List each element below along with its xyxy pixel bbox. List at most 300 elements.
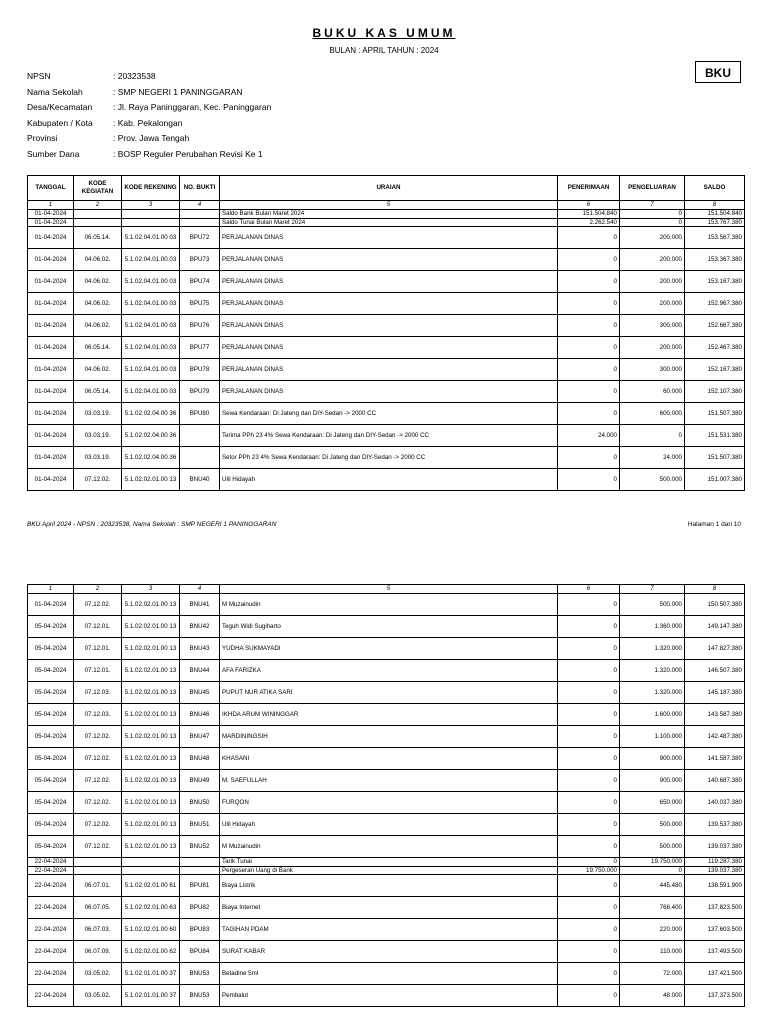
cell-kode-kegiatan: 06.05.14. (74, 337, 122, 359)
cell-saldo: 139.037.380 (685, 836, 745, 858)
cell-kode-kegiatan: 03.03.19. (74, 403, 122, 425)
column-number: 1 (28, 201, 74, 210)
cell-kode-rekening: 5.1.02.02.01.00 13 (122, 616, 180, 638)
cell-kode-kegiatan: 06.05.14. (74, 381, 122, 403)
cell-pengeluaran: 600.000 (620, 403, 685, 425)
cell-penerimaan: 0 (558, 660, 620, 682)
cell-penerimaan: 0 (558, 963, 620, 985)
cell-kode-kegiatan: 06.07.03. (74, 919, 122, 941)
cell-penerimaan: 0 (558, 985, 620, 1007)
cell-no-bukti (180, 425, 220, 447)
info-value: : 20323538 (113, 71, 156, 81)
cell-pengeluaran: 768.400 (620, 897, 685, 919)
cell-no-bukti: BNU51 (180, 814, 220, 836)
cell-saldo: 152.667.380 (685, 315, 745, 337)
cell-tanggal: 22-04-2024 (28, 858, 74, 867)
cell-kode-rekening: 5.1.02.02.01.00 61 (122, 875, 180, 897)
cell-penerimaan: 0 (558, 919, 620, 941)
info-value: : Jl. Raya Paninggaran, Kec. Paninggaran (113, 102, 272, 112)
cell-uraian: Terima PPh 23 4% Sewa Kendaraan: Di Jateng dan DIY-Sedan -> 2000 CC (220, 425, 558, 447)
info-label: NPSN (27, 71, 51, 81)
cell-kode-rekening: 5.1.02.02.01.00 13 (122, 704, 180, 726)
cell-pengeluaran: 500.000 (620, 594, 685, 616)
cell-saldo: 139.537.380 (685, 814, 745, 836)
cell-saldo: 143.587.380 (685, 704, 745, 726)
column-number-row (28, 201, 745, 210)
table-row (28, 315, 745, 337)
cell-kode-rekening (122, 210, 180, 219)
info-value: : BOSP Reguler Perubahan Revisi Ke 1 (113, 148, 263, 159)
cell-penerimaan: 0 (558, 638, 620, 660)
table-row (28, 770, 745, 792)
cell-kode-kegiatan: 07.12.02. (74, 814, 122, 836)
column-number: 7 (620, 201, 685, 210)
cell-kode-kegiatan: 07.12.02. (74, 770, 122, 792)
cell-kode-kegiatan: 07.12.01. (74, 660, 122, 682)
cell-kode-kegiatan (74, 858, 122, 867)
school-info (27, 69, 271, 162)
cell-saldo: 140.687.380 (685, 770, 745, 792)
column-number: 3 (122, 585, 180, 594)
cell-pengeluaran: 200.000 (620, 227, 685, 249)
cell-tanggal: 22-04-2024 (28, 985, 74, 1007)
cell-uraian: PERJALANAN DINAS (220, 337, 558, 359)
cell-tanggal: 01-04-2024 (28, 359, 74, 381)
cell-uraian: FURQON (220, 792, 558, 814)
page-number: Halaman 1 dari 10 (687, 521, 741, 528)
table-row (28, 425, 745, 447)
cell-kode-kegiatan: 04.06.02. (74, 359, 122, 381)
cell-pengeluaran: 500.000 (620, 469, 685, 491)
cell-penerimaan: 0 (558, 469, 620, 491)
header-saldo: SALDO (685, 176, 745, 201)
cell-penerimaan: 0 (558, 875, 620, 897)
cell-saldo: 151.531.380 (685, 425, 745, 447)
cell-uraian: M Muzainudin (220, 594, 558, 616)
bku-badge: BKU (695, 61, 741, 83)
cell-saldo: 153.367.380 (685, 249, 745, 271)
cell-pengeluaran: 48.000 (620, 985, 685, 1007)
cell-kode-rekening: 5.1.02.04.01.00 03 (122, 381, 180, 403)
cell-saldo: 152.967.380 (685, 293, 745, 315)
cell-kode-rekening: 5.1.02.02.01.00 13 (122, 682, 180, 704)
column-number: 6 (558, 585, 620, 594)
cell-saldo: 147.827.380 (685, 638, 745, 660)
cell-pengeluaran: 1.360.000 (620, 616, 685, 638)
cell-uraian: M Muzainudin (220, 836, 558, 858)
cell-uraian: AFA FARIZKA (220, 660, 558, 682)
cell-kode-kegiatan: 03.03.19. (74, 447, 122, 469)
cell-no-bukti: BPU73 (180, 249, 220, 271)
cell-pengeluaran: 19.750.000 (620, 858, 685, 867)
table-row (28, 271, 745, 293)
column-number: 4 (180, 585, 220, 594)
cell-saldo: 141.587.380 (685, 748, 745, 770)
cell-saldo: 151.507.380 (685, 403, 745, 425)
cell-kode-rekening: 5.1.02.02.01.00 13 (122, 726, 180, 748)
cell-penerimaan: 0 (558, 941, 620, 963)
cell-saldo: 137.603.500 (685, 919, 745, 941)
ledger-table-page-2 (27, 584, 745, 1007)
cell-pengeluaran: 1.320.000 (620, 660, 685, 682)
cell-uraian: Betadine 5ml (220, 963, 558, 985)
cell-kode-kegiatan: 07.12.02. (74, 792, 122, 814)
cell-penerimaan: 0 (558, 616, 620, 638)
cell-kode-kegiatan: 07.12.02. (74, 836, 122, 858)
table-row (28, 381, 745, 403)
cell-penerimaan: 0 (558, 704, 620, 726)
cell-penerimaan: 0 (558, 403, 620, 425)
cell-kode-kegiatan: 07.12.01. (74, 616, 122, 638)
cell-kode-kegiatan: 04.06.02. (74, 315, 122, 337)
column-number: 2 (74, 585, 122, 594)
table-row (28, 985, 745, 1007)
table-row (28, 814, 745, 836)
cell-no-bukti: BPU81 (180, 875, 220, 897)
table-row (28, 210, 745, 219)
cell-kode-rekening: 5.1.02.04.01.00 03 (122, 227, 180, 249)
cell-saldo: 153.767.380 (685, 218, 745, 227)
cell-tanggal: 01-04-2024 (28, 337, 74, 359)
cell-kode-rekening: 5.1.02.02.01.00 63 (122, 897, 180, 919)
cell-kode-rekening: 5.1.02.02.01.00 13 (122, 814, 180, 836)
info-row-school (27, 85, 271, 101)
cell-kode-rekening (122, 858, 180, 867)
cell-tanggal: 01-04-2024 (28, 271, 74, 293)
header-pengeluaran: PENGELUARAN (620, 176, 685, 201)
document-title: BUKU KAS UMUM (312, 26, 456, 40)
cell-pengeluaran: 72.000 (620, 963, 685, 985)
cell-tanggal: 05-04-2024 (28, 814, 74, 836)
cell-kode-kegiatan (74, 210, 122, 219)
cell-tanggal: 01-04-2024 (28, 425, 74, 447)
cell-saldo: 151.507.380 (685, 447, 745, 469)
cell-tanggal: 01-04-2024 (28, 403, 74, 425)
cell-tanggal: 01-04-2024 (28, 227, 74, 249)
cell-kode-kegiatan: 07.12.02. (74, 748, 122, 770)
cell-pengeluaran: 200.000 (620, 293, 685, 315)
cell-no-bukti: BPU84 (180, 941, 220, 963)
cell-kode-rekening: 5.1.02.02.04.00 36 (122, 425, 180, 447)
table-row (28, 875, 745, 897)
cell-tanggal: 05-04-2024 (28, 792, 74, 814)
column-number: 5 (220, 201, 558, 210)
cell-uraian: Ulil Hidayah (220, 469, 558, 491)
header-penerimaan: PENERIMAAN (558, 176, 620, 201)
cell-no-bukti: BPU83 (180, 919, 220, 941)
cell-no-bukti: BNU41 (180, 594, 220, 616)
cell-kode-rekening: 5.1.02.02.01.00 13 (122, 660, 180, 682)
table-row (28, 682, 745, 704)
cell-saldo: 119.287.380 (685, 858, 745, 867)
cell-uraian: PERJALANAN DINAS (220, 249, 558, 271)
cell-no-bukti: BNU53 (180, 963, 220, 985)
cell-penerimaan: 0 (558, 814, 620, 836)
cell-kode-kegiatan: 07.12.02. (74, 726, 122, 748)
cell-kode-rekening: 5.1.02.02.04.00 36 (122, 403, 180, 425)
cell-no-bukti: BPU76 (180, 315, 220, 337)
page-footer-caption: BKU April 2024 - NPSN : 20323538, Nama Sekolah : SMP NEGERI 1 PANINGGARAN (27, 521, 277, 528)
cell-tanggal: 05-04-2024 (28, 638, 74, 660)
cell-uraian: MARDININGSIH (220, 726, 558, 748)
cell-pengeluaran: 445.480 (620, 875, 685, 897)
table-row (28, 726, 745, 748)
table-row (28, 594, 745, 616)
column-number: 7 (620, 585, 685, 594)
cell-penerimaan: 0 (558, 359, 620, 381)
info-label: Kabupaten / Kota (27, 117, 93, 128)
cell-kode-rekening: 5.1.02.04.01.00 03 (122, 293, 180, 315)
cell-pengeluaran: 0 (620, 425, 685, 447)
cell-kode-kegiatan: 06.07.01. (74, 875, 122, 897)
cell-kode-rekening: 5.1.02.01.01.00 37 (122, 963, 180, 985)
cell-saldo: 152.467.380 (685, 337, 745, 359)
table-row (28, 469, 745, 491)
cell-no-bukti (180, 858, 220, 867)
cell-saldo: 151.504.840 (685, 210, 745, 219)
cell-no-bukti: BPU80 (180, 403, 220, 425)
cell-no-bukti: BPU79 (180, 381, 220, 403)
cell-tanggal: 05-04-2024 (28, 704, 74, 726)
cell-kode-rekening: 5.1.02.02.01.00 13 (122, 748, 180, 770)
cell-penerimaan: 0 (558, 836, 620, 858)
table-row (28, 227, 745, 249)
cell-uraian: Sewa Kendaraan: Di Jateng dan DIY-Sedan -> 2000 CC (220, 403, 558, 425)
cell-tanggal: 01-04-2024 (28, 315, 74, 337)
table-row (28, 249, 745, 271)
cell-uraian: TAGIHAN PDAM (220, 919, 558, 941)
cell-saldo: 145.187.380 (685, 682, 745, 704)
column-number: 8 (685, 201, 745, 210)
table-row (28, 836, 745, 858)
cell-uraian: Setor PPh 23 4% Sewa Kendaraan: Di Jateng dan DIY-Sedan -> 2000 CC (220, 447, 558, 469)
info-label: Provinsi (27, 133, 58, 143)
cell-saldo: 140.037.380 (685, 792, 745, 814)
cell-no-bukti (180, 447, 220, 469)
cell-kode-rekening: 5.1.02.02.01.00 13 (122, 469, 180, 491)
cell-uraian: Ulil Hidayah (220, 814, 558, 836)
cell-kode-kegiatan: 04.06.02. (74, 293, 122, 315)
info-row-village (27, 100, 271, 116)
ledger-table-page-1 (27, 175, 745, 491)
cell-saldo: 138.591.900 (685, 875, 745, 897)
header-uraian: URAIAN (220, 176, 558, 201)
cell-kode-kegiatan: 04.06.02. (74, 271, 122, 293)
table-row (28, 941, 745, 963)
cell-pengeluaran: 500.000 (620, 836, 685, 858)
cell-uraian: IKHDA ARUM WININGGAR (220, 704, 558, 726)
cell-penerimaan: 19.750.000 (558, 866, 620, 875)
cell-penerimaan: 0 (558, 726, 620, 748)
cell-no-bukti (180, 210, 220, 219)
cell-penerimaan: 0 (558, 447, 620, 469)
cell-tanggal: 01-04-2024 (28, 469, 74, 491)
info-label: Sumber Dana (27, 148, 80, 159)
header-kode-rekening: KODE REKENING (122, 176, 180, 201)
cell-saldo: 153.567.380 (685, 227, 745, 249)
cell-no-bukti (180, 218, 220, 227)
column-number: 4 (180, 201, 220, 210)
table-row (28, 919, 745, 941)
cell-saldo: 151.007.380 (685, 469, 745, 491)
info-value: : Prov. Jawa Tengah (113, 133, 190, 143)
cell-no-bukti: BPU75 (180, 293, 220, 315)
cell-kode-rekening: 5.1.02.02.04.00 36 (122, 447, 180, 469)
cell-kode-rekening: 5.1.02.04.01.00 03 (122, 315, 180, 337)
cell-tanggal: 01-04-2024 (28, 218, 74, 227)
info-label: Nama Sekolah (27, 86, 83, 97)
cell-pengeluaran: 200.000 (620, 249, 685, 271)
cell-uraian: PUPUT NUR ATIKA SARI (220, 682, 558, 704)
table-row (28, 293, 745, 315)
cell-kode-kegiatan: 03.05.02. (74, 963, 122, 985)
cell-kode-kegiatan: 06.07.09. (74, 941, 122, 963)
cell-kode-kegiatan: 03.03.19. (74, 425, 122, 447)
cell-penerimaan: 0 (558, 271, 620, 293)
cell-no-bukti (180, 866, 220, 875)
column-number: 2 (74, 201, 122, 210)
header-kode-kegiatan: KODE KEGIATAN (74, 176, 122, 201)
cell-kode-rekening: 5.1.02.02.01.00 13 (122, 836, 180, 858)
cell-penerimaan: 0 (558, 792, 620, 814)
cell-pengeluaran: 200.000 (620, 337, 685, 359)
table-row (28, 337, 745, 359)
cell-no-bukti: BPU72 (180, 227, 220, 249)
cell-kode-kegiatan: 07.12.03. (74, 682, 122, 704)
cell-no-bukti: BNU52 (180, 836, 220, 858)
cell-pengeluaran: 24.000 (620, 447, 685, 469)
cell-kode-rekening (122, 866, 180, 875)
cell-tanggal: 01-04-2024 (28, 447, 74, 469)
cell-uraian: PERJALANAN DINAS (220, 293, 558, 315)
cell-no-bukti: BNU53 (180, 985, 220, 1007)
cell-penerimaan: 2.262.540 (558, 218, 620, 227)
cell-tanggal: 22-04-2024 (28, 963, 74, 985)
table-row (28, 792, 745, 814)
cell-penerimaan: 0 (558, 249, 620, 271)
cell-kode-kegiatan: 07.12.03. (74, 704, 122, 726)
info-row-fund (27, 147, 271, 163)
cell-pengeluaran: 0 (620, 866, 685, 875)
cell-penerimaan: 0 (558, 337, 620, 359)
cell-tanggal: 01-04-2024 (28, 381, 74, 403)
cell-penerimaan: 0 (558, 897, 620, 919)
info-value: : SMP NEGERI 1 PANINGGARAN (113, 86, 243, 97)
cell-pengeluaran: 500.000 (620, 814, 685, 836)
cell-kode-kegiatan (74, 218, 122, 227)
cell-penerimaan: 0 (558, 682, 620, 704)
cell-kode-kegiatan: 03.05.02. (74, 985, 122, 1007)
cell-tanggal: 22-04-2024 (28, 941, 74, 963)
table-row (28, 638, 745, 660)
info-label: Desa/Kecamatan (27, 102, 93, 112)
cell-kode-rekening: 5.1.02.02.01.00 60 (122, 919, 180, 941)
cell-uraian: PERJALANAN DINAS (220, 359, 558, 381)
info-value: : Kab. Pekalongan (113, 117, 183, 128)
cell-no-bukti: BNU43 (180, 638, 220, 660)
cell-no-bukti: BNU46 (180, 704, 220, 726)
ledger-body-page-2 (28, 594, 745, 1007)
cell-tanggal: 05-04-2024 (28, 748, 74, 770)
cell-uraian: Saldo Bank Bulan Maret 2024 (220, 210, 558, 219)
cell-uraian: Pergeseran Uang di Bank (220, 866, 558, 875)
cell-uraian: M. SAEFULLAH (220, 770, 558, 792)
cell-saldo: 152.167.380 (685, 359, 745, 381)
cell-saldo: 137.823.500 (685, 897, 745, 919)
cell-kode-kegiatan: 06.07.05. (74, 897, 122, 919)
cell-tanggal: 22-04-2024 (28, 866, 74, 875)
cell-uraian: PERJALANAN DINAS (220, 315, 558, 337)
cell-penerimaan: 0 (558, 381, 620, 403)
table-row (28, 897, 745, 919)
column-number: 5 (220, 585, 558, 594)
cell-saldo: 146.507.380 (685, 660, 745, 682)
cell-kode-rekening: 5.1.02.02.01.00 13 (122, 770, 180, 792)
cell-no-bukti: BNU49 (180, 770, 220, 792)
cell-uraian: Pembalut (220, 985, 558, 1007)
cell-kode-rekening (122, 218, 180, 227)
cell-pengeluaran: 900.000 (620, 748, 685, 770)
cell-pengeluaran: 650.000 (620, 792, 685, 814)
cell-penerimaan: 0 (558, 748, 620, 770)
cell-saldo: 153.167.380 (685, 271, 745, 293)
cell-kode-kegiatan: 04.06.02. (74, 249, 122, 271)
cell-penerimaan: 0 (558, 594, 620, 616)
cell-saldo: 137.421.500 (685, 963, 745, 985)
cell-tanggal: 01-04-2024 (28, 249, 74, 271)
table-row (28, 616, 745, 638)
column-number: 8 (685, 585, 745, 594)
table-row (28, 858, 745, 867)
cell-pengeluaran: 200.000 (620, 271, 685, 293)
cell-pengeluaran: 1.600.000 (620, 704, 685, 726)
table-row (28, 447, 745, 469)
cell-kode-rekening: 5.1.02.02.01.00 13 (122, 792, 180, 814)
cell-no-bukti: BPU77 (180, 337, 220, 359)
cell-tanggal: 01-04-2024 (28, 293, 74, 315)
cell-kode-rekening: 5.1.02.02.01.00 13 (122, 638, 180, 660)
cell-penerimaan: 0 (558, 858, 620, 867)
cell-tanggal: 05-04-2024 (28, 726, 74, 748)
column-number-row (28, 585, 745, 594)
column-header-row (28, 176, 745, 201)
cell-tanggal: 05-04-2024 (28, 682, 74, 704)
cell-saldo: 142.487.380 (685, 726, 745, 748)
cell-penerimaan: 0 (558, 293, 620, 315)
cell-tanggal: 05-04-2024 (28, 770, 74, 792)
cell-kode-kegiatan (74, 866, 122, 875)
document-subtitle: BULAN : APRIL TAHUN : 2024 (329, 46, 439, 55)
cell-no-bukti: BNU47 (180, 726, 220, 748)
cell-pengeluaran: 1.100.000 (620, 726, 685, 748)
cell-no-bukti: BNU40 (180, 469, 220, 491)
cell-tanggal: 22-04-2024 (28, 919, 74, 941)
cell-saldo: 137.493.500 (685, 941, 745, 963)
cell-no-bukti: BNU45 (180, 682, 220, 704)
column-number: 6 (558, 201, 620, 210)
cell-uraian: Biaya Listrik (220, 875, 558, 897)
table-row (28, 218, 745, 227)
cell-tanggal: 05-04-2024 (28, 836, 74, 858)
cell-pengeluaran: 0 (620, 218, 685, 227)
cell-no-bukti: BPU78 (180, 359, 220, 381)
cell-uraian: PERJALANAN DINAS (220, 381, 558, 403)
cell-pengeluaran: 110.000 (620, 941, 685, 963)
cell-kode-kegiatan: 06.05.14. (74, 227, 122, 249)
cell-no-bukti: BNU50 (180, 792, 220, 814)
cell-kode-rekening: 5.1.02.01.01.00 37 (122, 985, 180, 1007)
cell-pengeluaran: 300.000 (620, 359, 685, 381)
